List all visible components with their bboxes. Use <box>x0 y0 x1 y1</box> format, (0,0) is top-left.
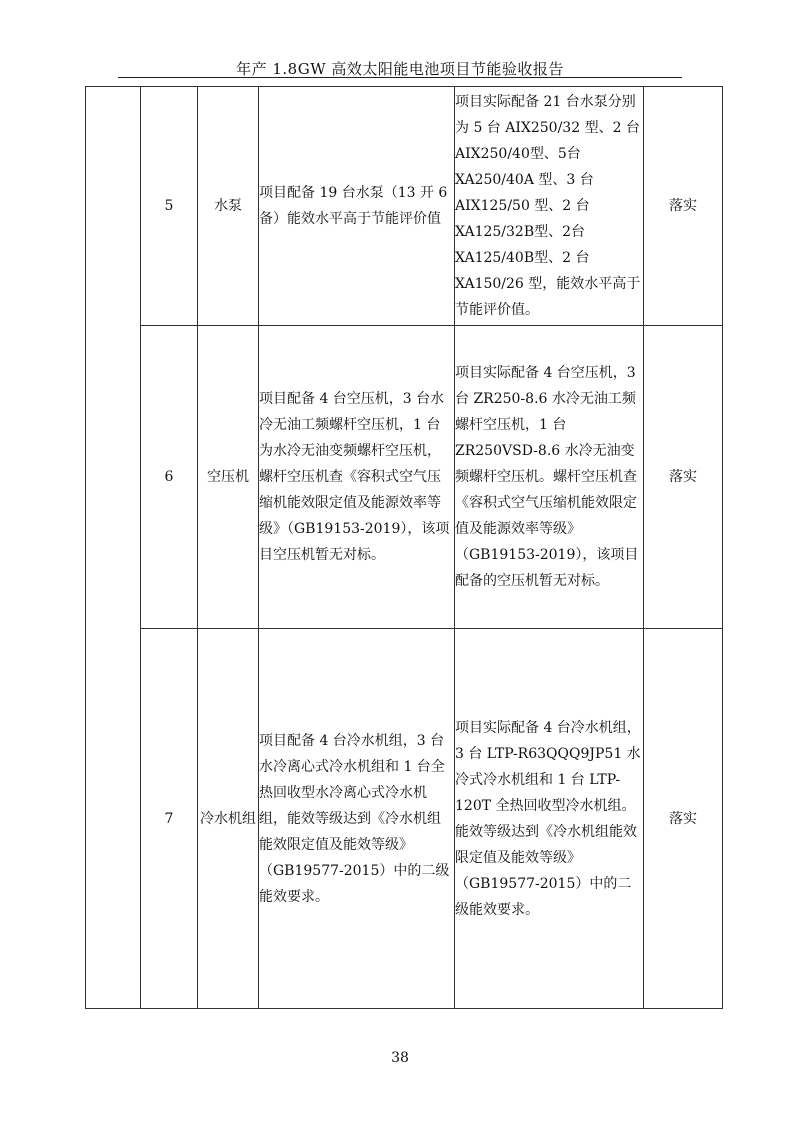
equipment-name: 空压机 <box>198 326 259 629</box>
result-text: 落实 <box>644 326 723 629</box>
page-number: 38 <box>391 1050 409 1066</box>
row-number: 7 <box>141 629 198 1009</box>
row-number: 5 <box>141 87 198 326</box>
table-row <box>86 87 723 326</box>
equipment-name: 水泵 <box>198 87 259 326</box>
requirement-text: 项目配备 4 台冷水机组，3 台水冷离心式冷水机组和 1 台全热回收型水冷离心式冷水机组，能效等级达到《冷水机组能效限定值及能效等级》（GB19577-2015）中的二级能效要求。 <box>259 629 455 1009</box>
actual-text: 项目实际配备 21 台水泵分别为 5 台 AIX250/32 型、2 台 AIX250/40型、5台XA250/40A 型、3 台 AIX125/50 型、2 台 XA125/32B型、2台XA125/40B型、2 台 XA150/26 型，能效水平高于节能评价值。 <box>455 87 644 326</box>
equipment-name: 冷水机组 <box>198 629 259 1009</box>
result-text: 落实 <box>644 87 723 326</box>
equipment-table <box>85 86 723 1009</box>
requirement-text: 项目配备 4 台空压机，3 台水冷无油工频螺杆空压机，1 台为水冷无油变频螺杆空压机，螺杆空压机查《容积式空气压缩机能效限定值及能源效率等级》（GB19153-2019），该项目空压机暂无对标。 <box>259 326 455 629</box>
header-divider <box>118 77 682 78</box>
result-text: 落实 <box>644 629 723 1009</box>
category-cell <box>86 87 141 1009</box>
table-row <box>86 629 723 1009</box>
requirement-text: 项目配备 19 台水泵（13 开 6 备）能效水平高于节能评价值 <box>259 87 455 326</box>
actual-text: 项目实际配备 4 台空压机，3 台 ZR250-8.6 水冷无油工频螺杆空压机，1 台 ZR250VSD-8.6 水冷无油变频螺杆空压机。螺杆空压机查《容积式空气压缩机能效限定值及能源效率等级》（GB19153-2019），该项目配备的空压机暂无对标。 <box>455 326 644 629</box>
report-title: 年产 1.8GW 高效太阳能电池项目节能验收报告 <box>236 60 564 78</box>
row-number: 6 <box>141 326 198 629</box>
actual-text: 项目实际配备 4 台冷水机组，3 台 LTP-R63QQQ9JP51 水冷式冷水机组和 1 台 LTP-120T 全热回收型冷水机组。能效等级达到《冷水机组能效限定值及能效等级》（GB19577-2015）中的二级能效要求。 <box>455 629 644 1009</box>
table-row <box>86 326 723 629</box>
